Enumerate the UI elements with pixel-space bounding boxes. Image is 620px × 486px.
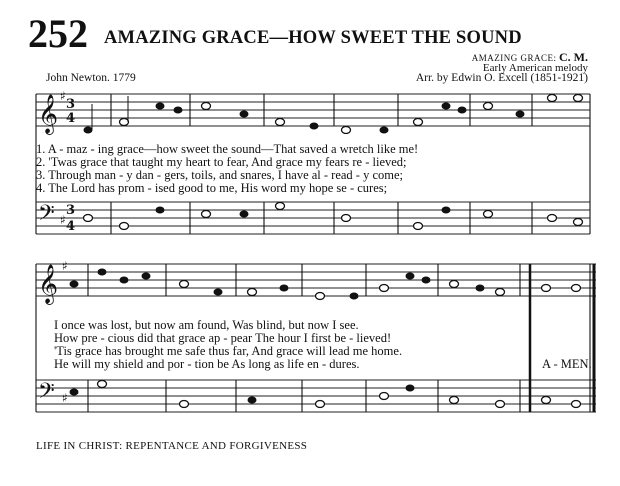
verse-line: He will my shield and por - tion be As long as life en - dures. bbox=[54, 357, 360, 371]
verse-line: I once was lost, but now am found, Was blind, but now I see. bbox=[54, 318, 359, 332]
meter: C. M. bbox=[559, 50, 588, 64]
note bbox=[276, 203, 285, 210]
note bbox=[548, 95, 557, 102]
note bbox=[84, 127, 93, 134]
note bbox=[98, 269, 107, 276]
note bbox=[180, 401, 189, 408]
note bbox=[174, 107, 183, 114]
note bbox=[316, 401, 325, 408]
note bbox=[202, 103, 211, 110]
note bbox=[180, 281, 189, 288]
verse-line: 2. 'Twas grace that taught my heart to fear, And grace my fears re - lieved; bbox=[36, 155, 407, 169]
treble-clef-icon: 𝄞 bbox=[38, 94, 59, 134]
hymn-title: AMAZING GRACE—HOW SWEET THE SOUND bbox=[104, 28, 522, 48]
note bbox=[496, 401, 505, 408]
note bbox=[276, 119, 285, 126]
note bbox=[572, 285, 581, 292]
note bbox=[156, 207, 165, 214]
amen: A - MEN. bbox=[542, 357, 592, 371]
note bbox=[542, 285, 551, 292]
verse-line: 4. The Lord has prom - ised good to me, His word my hope se - cures; bbox=[36, 181, 388, 195]
key-sharp-icon: ♯ bbox=[60, 213, 66, 227]
key-sharp-icon: ♯ bbox=[60, 89, 66, 103]
time-signature-top: 3 bbox=[66, 97, 76, 112]
note bbox=[120, 119, 129, 126]
note bbox=[156, 103, 165, 110]
time-signature-bottom: 4 bbox=[66, 111, 76, 126]
note bbox=[240, 111, 249, 118]
note bbox=[380, 127, 389, 134]
system-1-bass-staff bbox=[36, 202, 590, 234]
tune-name: AMAZING GRACE: bbox=[471, 53, 557, 63]
note bbox=[458, 107, 467, 114]
note bbox=[484, 211, 493, 218]
note bbox=[572, 401, 581, 408]
note bbox=[380, 393, 389, 400]
note bbox=[574, 95, 583, 102]
note bbox=[496, 289, 505, 296]
category-footer: LIFE IN CHRIST: REPENTANCE AND FORGIVENESS bbox=[36, 440, 308, 452]
melody-source: Early American melody bbox=[482, 62, 588, 74]
note bbox=[484, 103, 493, 110]
note bbox=[442, 103, 451, 110]
note bbox=[548, 215, 557, 222]
author: John Newton. 1779 bbox=[46, 72, 136, 84]
note bbox=[248, 397, 257, 404]
hymn-number: 252 bbox=[28, 11, 88, 56]
verse-line: 1. A - maz - ing grace—how sweet the sound—That saved a wretch like me! bbox=[36, 142, 419, 156]
note bbox=[406, 273, 415, 280]
note bbox=[380, 285, 389, 292]
note bbox=[450, 397, 459, 404]
note bbox=[248, 289, 257, 296]
note bbox=[98, 381, 107, 388]
note bbox=[414, 223, 423, 230]
note bbox=[414, 119, 423, 126]
note bbox=[342, 127, 351, 134]
key-sharp-icon: ♯ bbox=[62, 259, 68, 273]
note bbox=[350, 293, 359, 300]
note bbox=[70, 389, 79, 396]
bass-clef-icon: 𝄢 bbox=[38, 201, 55, 231]
note bbox=[142, 273, 151, 280]
note bbox=[310, 123, 319, 130]
verse-line: How pre - cious did that grace ap - pear The hour I first be - lieved! bbox=[54, 331, 392, 345]
note bbox=[574, 219, 583, 226]
note bbox=[542, 397, 551, 404]
note bbox=[450, 281, 459, 288]
treble-clef-icon: 𝄞 bbox=[38, 264, 59, 304]
system-2-bass-staff bbox=[36, 380, 596, 412]
note bbox=[422, 277, 431, 284]
note bbox=[70, 281, 79, 288]
arranger: Arr. by Edwin O. Excell (1851-1921) bbox=[415, 72, 588, 84]
time-signature-top: 3 bbox=[66, 203, 76, 218]
verse-line: 'Tis grace has brought me safe thus far, And grace will lead me home. bbox=[54, 344, 403, 358]
note bbox=[316, 293, 325, 300]
note bbox=[442, 207, 451, 214]
note bbox=[280, 285, 289, 292]
note bbox=[516, 111, 525, 118]
note bbox=[240, 211, 249, 218]
key-sharp-icon: ♯ bbox=[62, 391, 68, 405]
note bbox=[120, 223, 129, 230]
note bbox=[84, 215, 93, 222]
note bbox=[202, 211, 211, 218]
time-signature-bottom: 4 bbox=[66, 219, 76, 234]
note bbox=[214, 289, 223, 296]
verse-line: 3. Through man - y dan - gers, toils, and snares, I have al - read - y come; bbox=[36, 168, 404, 182]
note bbox=[120, 277, 129, 284]
note bbox=[406, 385, 415, 392]
bass-clef-icon: 𝄢 bbox=[38, 379, 55, 409]
note bbox=[476, 285, 485, 292]
note bbox=[342, 215, 351, 222]
